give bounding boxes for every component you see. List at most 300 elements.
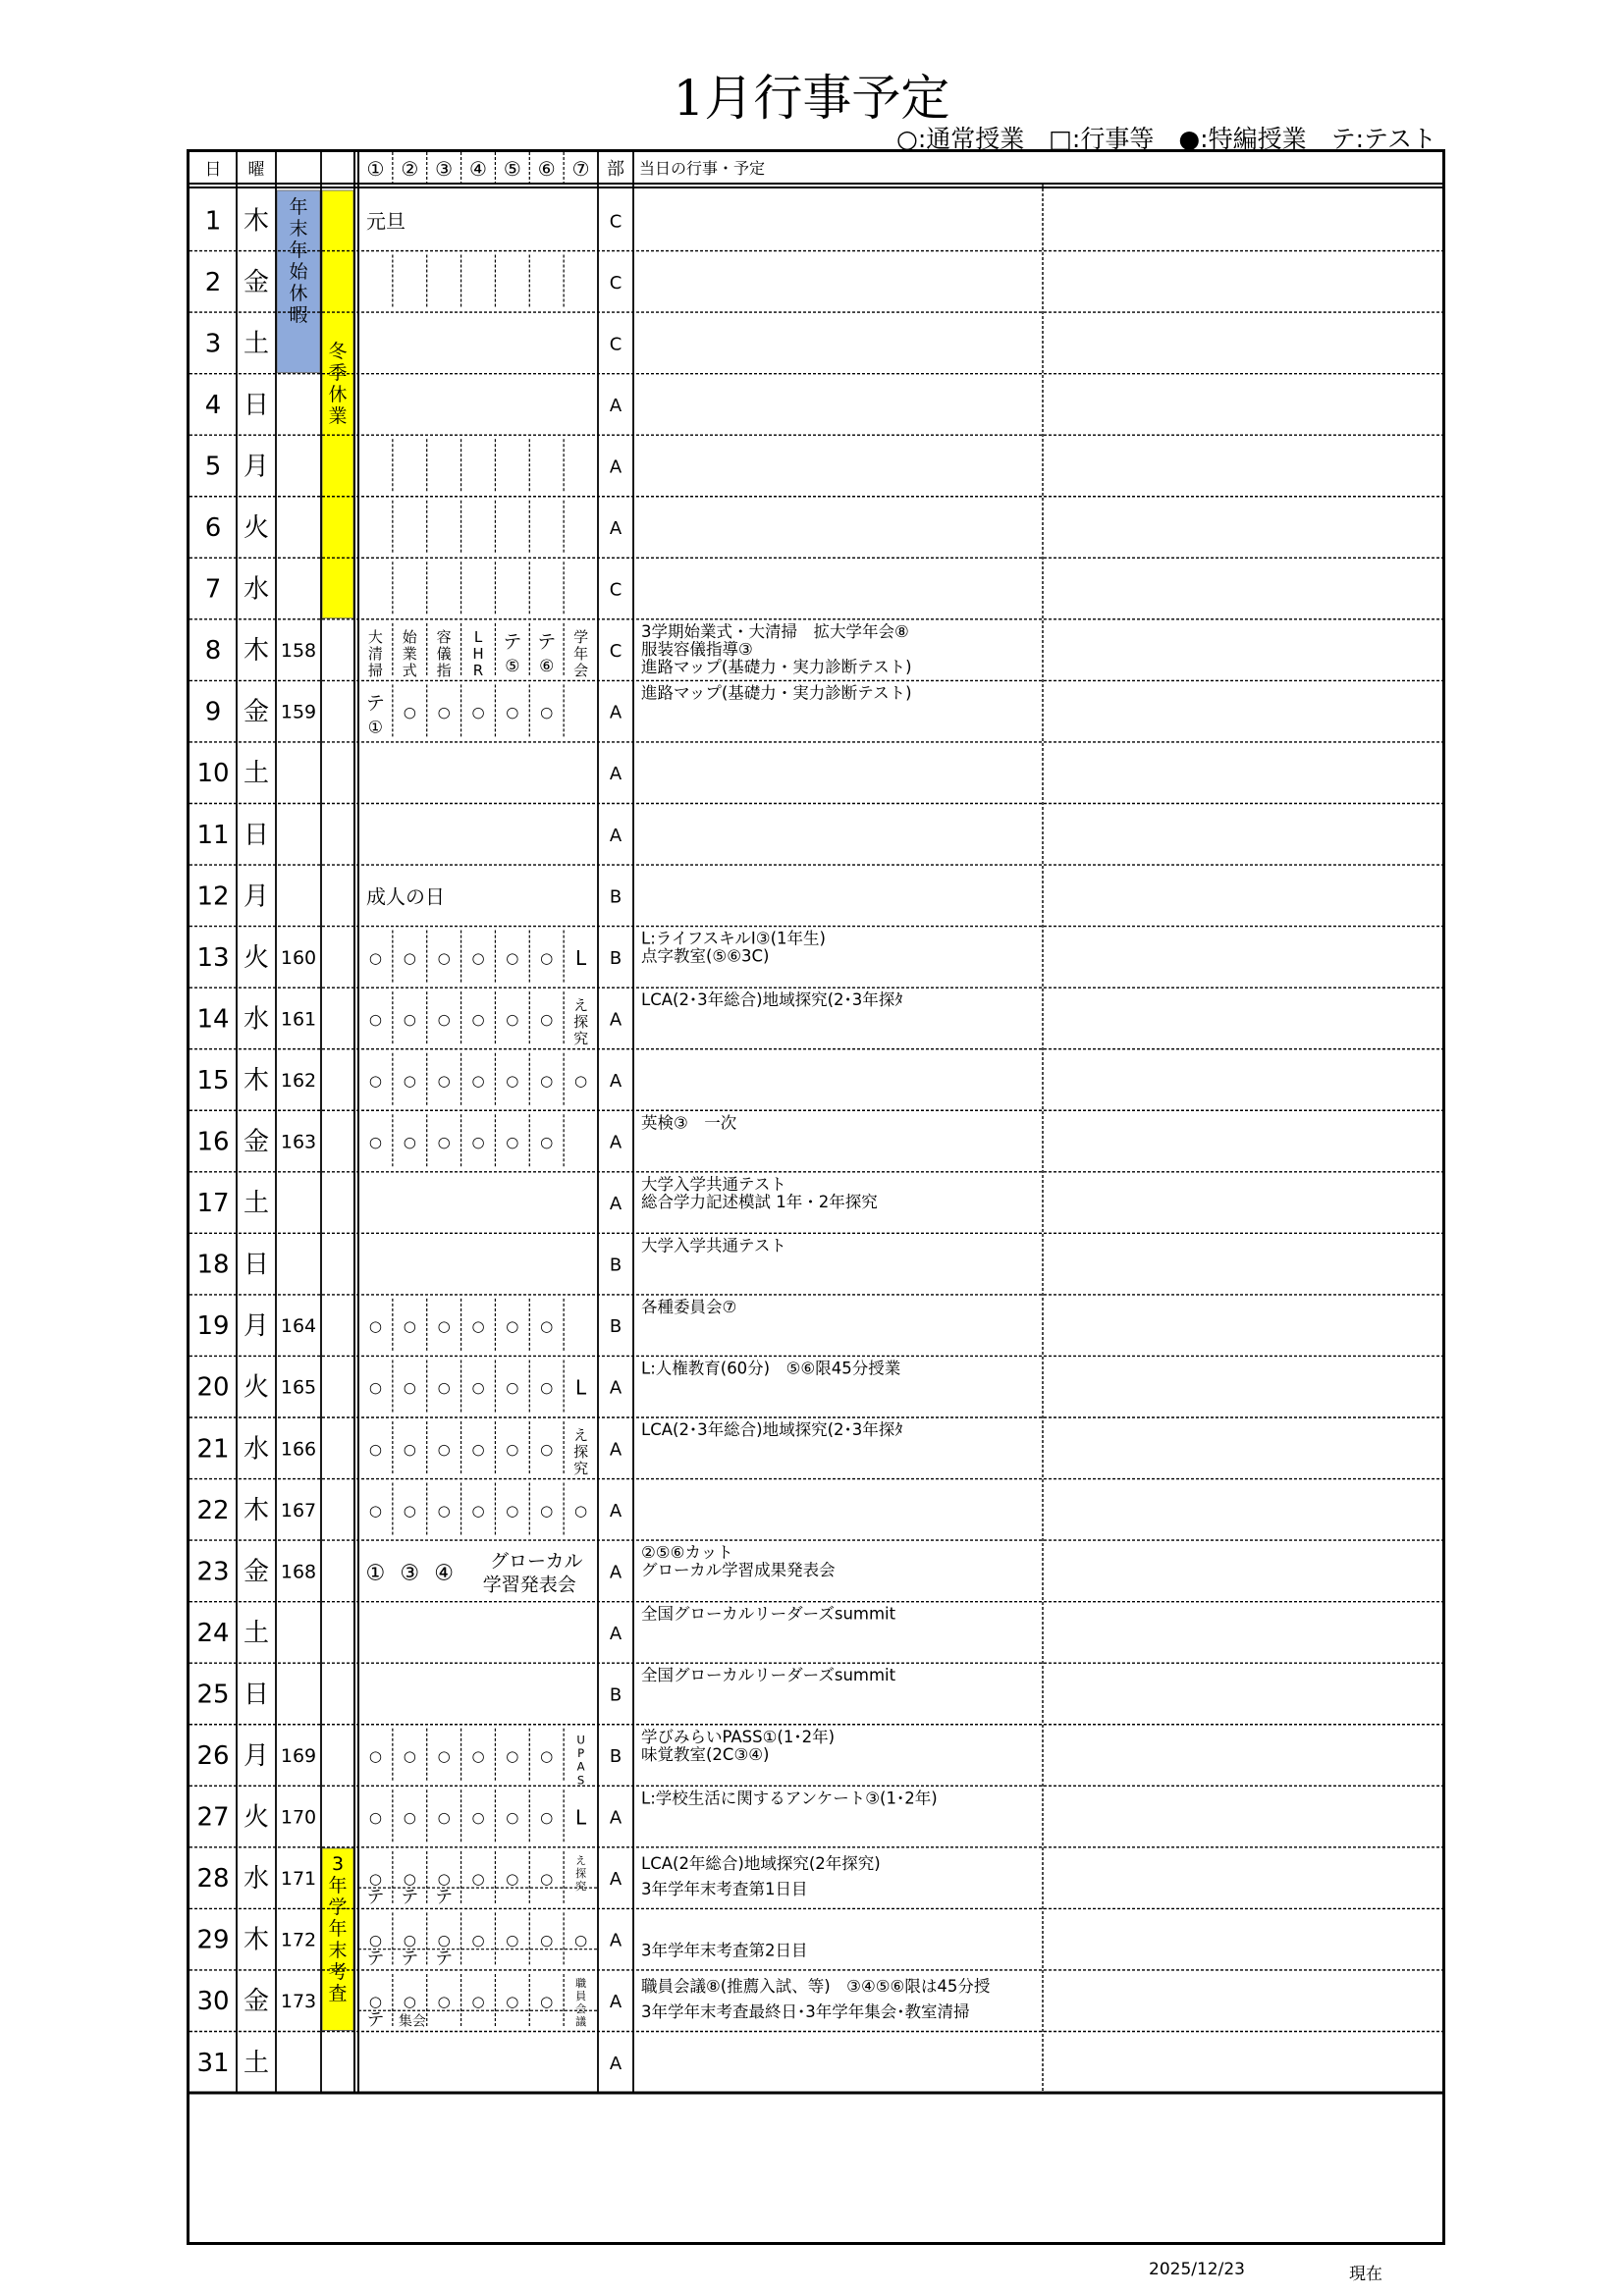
glocal-label: 学習発表会 [482,1574,576,1596]
class-count: 162 [280,1069,317,1092]
period-cell: P [577,1746,585,1761]
period-cell: ○ [403,1440,416,1459]
day-number: 9 [204,697,222,727]
period-cell: ○ [403,1501,416,1520]
day-number: 1 [204,206,222,237]
period-cell: ○ [540,1378,554,1397]
weekday: 木 [243,1065,270,1095]
club-cell: A [609,764,622,785]
day-number: 22 [196,1495,230,1525]
period-cell: 始 [402,627,417,646]
day-number: 30 [196,1987,230,2017]
club-cell: A [609,1807,622,1829]
period-cell: 究 [573,1030,589,1048]
header-events: 当日の行事・予定 [639,159,766,178]
band-toki-text: 季 [328,362,348,385]
period-cell: ○ [540,948,554,967]
period-cell: ○ [506,1378,519,1397]
band-toki-text: 業 [328,405,348,428]
period-cell: ○ [540,1501,554,1520]
class-count: 171 [280,1868,317,1891]
weekday: 土 [243,2048,270,2078]
club-cell: A [609,456,622,478]
club-cell: A [609,1623,622,1644]
period-cell: ○ [506,948,519,967]
event-text: 服装容儀指導③ [641,639,753,659]
class-count: 173 [280,1991,317,2013]
period-cell: え [573,1426,589,1444]
period-cell: ○ [368,1870,382,1889]
event-text: L:学校生活に関するアンケート③(1･2年) [641,1789,938,1808]
band-kimatsu-text: 3 [331,1853,345,1875]
period-cell: ① [367,718,384,738]
period-cell: ○ [506,1317,519,1336]
period-cell: え [575,1853,587,1867]
class-count: 166 [280,1438,317,1461]
weekday: 水 [243,574,270,605]
band-nenmatsu-text: 暇 [289,303,308,326]
period-cell: A [576,1759,585,1774]
holiday-label: 成人の日 [366,884,445,909]
class-count: 163 [280,1131,317,1153]
day-number: 2 [204,267,222,297]
band-toki-text: 冬 [328,341,348,363]
period-cell: ○ [506,1747,519,1766]
club-cell: A [609,1500,622,1522]
period-cell: ○ [540,1931,554,1949]
weekday: 日 [243,1250,270,1280]
club-cell: A [609,1869,622,1891]
period-cell: ○ [540,1808,554,1827]
period-cell: ○ [403,703,416,721]
period-cell: ○ [368,1501,382,1520]
period-cell: ○ [368,1071,382,1090]
header-day: 日 [204,160,222,180]
weekday: 水 [243,1434,270,1465]
class-count: 164 [280,1315,317,1338]
period-cell: 探 [573,1443,589,1461]
period-cell: ○ [574,1071,588,1090]
period-cell: ○ [403,948,416,967]
period-cell: 議 [575,2014,587,2028]
period-cell: L [574,945,587,970]
class-count: 167 [280,1499,317,1522]
period-cell: ○ [437,948,451,967]
day-number: 7 [204,574,222,605]
period-cell: 究 [573,1460,589,1477]
weekday: 火 [243,513,270,544]
club-cell: B [609,1255,622,1276]
event-text: 味覚教室(2C③④) [641,1744,770,1764]
band-kimatsu-text: 年 [328,1875,348,1896]
period-cell: ④ [434,1561,455,1586]
event-text: 英検③ 一次 [641,1113,737,1133]
club-cell: A [609,1439,622,1461]
period-cell: ○ [368,1317,382,1336]
weekday: 火 [243,942,270,973]
schedule-table [187,149,1445,2245]
weekday: 木 [243,206,270,237]
club-cell: A [609,518,622,540]
period-cell: ○ [471,1071,485,1090]
event-text: 点字教室(⑤⑥3C) [641,946,770,966]
event-text: 職員会議⑧(推薦入試、等) ③④⑤⑥限は45分授 [641,1976,991,1996]
period-cell: ○ [437,1501,451,1520]
weekday: 金 [243,1987,270,2017]
club-cell: A [609,1132,622,1153]
weekday: 土 [243,329,270,359]
period-cell: ○ [368,1808,382,1827]
event-text: LCA(2･3年総合)地域探究(2･3年探ﾀ [641,1420,903,1439]
period-cell: ○ [437,1747,451,1766]
period-cell: ○ [368,1378,382,1397]
period-cell: ○ [368,1931,382,1949]
period-cell: ○ [437,703,451,721]
period-cell: ○ [540,1010,554,1029]
period-cell: ○ [471,1931,485,1949]
period-cell: テ [503,631,522,654]
event-text: 全国グローカルリーダーズsummit [641,1666,896,1685]
club-cell: A [609,1070,622,1092]
period-cell: ○ [506,1071,519,1090]
day-number: 11 [196,820,230,850]
period-cell: ○ [506,1133,519,1151]
period-cell: 会 [575,2002,587,2015]
event-text: 全国グローカルリーダーズsummit [641,1604,896,1624]
weekday: 木 [243,636,270,667]
weekday: 日 [243,390,270,420]
event-text: LCA(2･3年総合)地域探究(2･3年探ﾀ [641,990,903,1010]
event-text: 学びみらいPASS①(1･2年) [641,1727,836,1746]
period-cell: ○ [368,1010,382,1029]
period-cell: ○ [403,1993,416,2011]
schedule-grid [189,152,1448,2248]
period-cell: ○ [403,1808,416,1827]
day-number: 12 [196,881,230,912]
period-cell: 指 [436,661,452,679]
day-number: 31 [196,2048,230,2078]
day-number: 13 [196,942,230,973]
period-cell: ○ [368,1133,382,1151]
period-cell: ○ [540,1440,554,1459]
day-number: 3 [204,329,222,359]
period-cell: ○ [540,1071,554,1090]
legend: ○:通常授業 □:行事等 ●:特編授業 テ:テスト [896,125,1436,153]
class-count: 165 [280,1376,317,1399]
period-cell: ○ [540,1993,554,2011]
period-cell: ○ [437,1931,451,1949]
day-number: 8 [204,636,222,667]
event-text: L:人権教育(60分) ⑤⑥限45分授業 [641,1359,901,1378]
band-nenmatsu-text: 休 [289,282,308,304]
event-text: 各種委員会⑦ [641,1297,737,1316]
header-period: ⑥ [537,157,556,181]
day-number: 28 [196,1864,230,1895]
page-title: 1月行事予定 [673,70,950,127]
period-cell: ○ [506,1010,519,1029]
weekday: 月 [243,1311,270,1342]
period-cell: ○ [437,1870,451,1889]
weekday: 金 [243,1557,270,1587]
weekday: 日 [243,1680,270,1710]
period-cell: ○ [506,1808,519,1827]
day-number: 15 [196,1065,230,1095]
weekday: 水 [243,1864,270,1895]
weekday: 月 [243,881,270,912]
club-cell: B [609,886,622,908]
club-cell: A [609,1930,622,1951]
footer-now: 現在 [1349,2265,1382,2284]
period-cell: ① [365,1561,386,1586]
period-cell: テ [366,1887,385,1908]
period-cell: ○ [437,1378,451,1397]
period-cell: 探 [573,1013,589,1032]
club-cell: B [609,1684,622,1706]
day-number: 27 [196,1802,230,1833]
day-number: 16 [196,1127,230,1157]
event-text: 3年学年末考査最終日･3年学年集会･教室清掃 [641,2002,970,2022]
day-number: 24 [196,1618,230,1648]
period-cell: ○ [437,1133,451,1151]
class-count: 168 [280,1561,317,1583]
band-nenmatsu-text: 年 [289,239,308,261]
weekday: 月 [243,452,270,482]
period-cell: 探 [575,1866,587,1880]
period-cell: テ [366,2009,385,2031]
header-period: ⑤ [503,157,521,181]
club-cell: A [609,1009,622,1031]
band-kimatsu-text: 末 [328,1940,348,1961]
period-cell: え [573,996,589,1015]
period-cell: 容 [436,627,452,646]
event-text: 大学入学共通テスト [641,1174,786,1194]
header-club: 部 [607,159,624,180]
day-number: 6 [204,513,222,544]
period-cell: テ [537,631,557,654]
period-cell: テ [435,1948,454,1969]
event-text: 総合学力記述模試 1年・2年探究 [641,1192,878,1211]
holiday-label: 元旦 [366,209,406,234]
day-number: 23 [196,1557,230,1587]
header-period: ① [366,157,385,181]
period-cell: 業 [402,644,417,663]
period-cell: 清 [367,644,383,663]
day-number: 4 [204,390,222,420]
period-cell: ○ [437,1808,451,1827]
day-number: 26 [196,1741,230,1772]
period-cell: L [473,627,483,646]
period-cell: ○ [368,948,382,967]
event-text: ②⑤⑥カット [641,1543,733,1563]
period-cell: 学 [573,627,589,646]
club-cell: C [609,272,622,294]
band-toki-text: 休 [328,384,348,406]
period-cell: 大 [367,627,383,646]
band-nenmatsu-text: 末 [289,217,308,240]
day-number: 20 [196,1372,230,1403]
weekday: 土 [243,759,270,789]
period-cell: ○ [471,1747,485,1766]
period-cell: ○ [506,703,519,721]
band-nenmatsu-text: 年 [289,195,308,218]
period-cell: ○ [368,1440,382,1459]
club-cell: A [609,825,622,846]
club-cell: A [609,395,622,416]
class-count: 160 [280,946,317,969]
event-text: 大学入学共通テスト [641,1236,786,1255]
period-cell: ○ [506,1931,519,1949]
club-cell: A [609,1992,622,2013]
period-cell: R [472,661,484,679]
band-kimatsu-text: 年 [328,1918,348,1940]
header-period: ③ [435,157,454,181]
period-cell: ○ [403,1870,416,1889]
club-cell: A [609,1194,622,1215]
day-number: 14 [196,1004,230,1035]
period-cell: 集会 [398,2013,426,2030]
period-cell: L [574,1805,587,1830]
period-cell: 式 [402,661,417,679]
footer-date: 2025/12/23 [1149,2260,1245,2279]
period-cell: ○ [403,1378,416,1397]
weekday: 金 [243,267,270,297]
club-cell: A [609,2053,622,2074]
period-cell: ○ [540,1747,554,1766]
period-cell: ○ [471,1378,485,1397]
period-cell: 員 [575,1989,587,2002]
club-cell: B [609,947,622,969]
period-cell: ③ [400,1561,420,1586]
period-cell: ○ [471,1010,485,1029]
weekday: 金 [243,1127,270,1157]
class-count: 159 [280,701,317,723]
period-cell: ○ [540,703,554,721]
club-cell: B [609,1316,622,1338]
period-cell: ○ [437,1071,451,1090]
period-cell: 職 [575,1976,587,1990]
period-cell: H [472,644,484,663]
class-count: 170 [280,1806,317,1829]
day-number: 17 [196,1189,230,1219]
period-cell: ○ [471,1317,485,1336]
period-cell: ○ [437,1993,451,2011]
period-cell: ○ [471,948,485,967]
club-cell: B [609,1746,622,1768]
period-cell: ○ [506,1870,519,1889]
weekday: 木 [243,1495,270,1525]
period-cell: 掃 [367,661,383,679]
period-cell: テ [401,1948,419,1969]
glocal-label: グローカル [489,1550,583,1573]
period-cell: ○ [403,1133,416,1151]
period-cell: テ [435,1887,454,1908]
period-cell: U [576,1733,585,1747]
period-cell: ⑤ [505,657,520,677]
club-cell: A [609,1562,622,1583]
period-cell: ○ [540,1317,554,1336]
period-cell: ○ [540,1870,554,1889]
band-kimatsu-text: 査 [328,1983,348,2004]
class-count: 169 [280,1745,317,1768]
period-cell: L [574,1375,587,1400]
period-cell: ○ [403,1747,416,1766]
period-cell: ○ [471,703,485,721]
period-cell: ○ [506,1440,519,1459]
period-cell: ○ [471,1440,485,1459]
day-number: 18 [196,1250,230,1280]
class-count: 161 [280,1008,317,1031]
period-cell: ○ [506,1501,519,1520]
day-number: 19 [196,1311,230,1342]
club-cell: A [609,702,622,723]
weekday: 金 [243,697,270,727]
period-cell: 会 [573,661,589,679]
class-count: 158 [280,640,317,663]
weekday: 火 [243,1372,270,1403]
weekday: 火 [243,1802,270,1833]
club-cell: A [609,1377,622,1399]
period-cell: ○ [471,1133,485,1151]
event-text: 3学期始業式・大清掃 拡大学年会⑧ [641,621,909,641]
weekday: 日 [243,820,270,850]
header-period: ④ [469,157,487,181]
period-cell: 儀 [436,644,452,663]
event-text: 3年学年末考査第2日目 [641,1941,808,1960]
period-cell: ○ [437,1317,451,1336]
period-cell: ○ [403,1931,416,1949]
period-cell: 究 [575,1879,587,1893]
period-cell: ○ [471,1993,485,2011]
period-cell: ○ [506,1993,519,2011]
club-cell: C [609,579,622,601]
period-cell: ○ [437,1010,451,1029]
weekday: 土 [243,1618,270,1648]
club-cell: C [609,641,622,663]
period-cell: ○ [403,1010,416,1029]
event-text: グローカル学習成果発表会 [641,1561,836,1580]
period-cell: ○ [471,1501,485,1520]
period-cell: ○ [437,1440,451,1459]
day-number: 25 [196,1680,230,1710]
period-cell: 年 [573,644,589,663]
period-cell: ○ [574,1501,588,1520]
event-text: 進路マップ(基礎力・実力診断テスト) [641,657,912,676]
period-cell: ○ [540,1133,554,1151]
header-period: ⑦ [571,157,590,181]
period-cell: S [576,1773,585,1788]
period-cell: ○ [403,1317,416,1336]
period-cell: ○ [574,1931,588,1949]
weekday: 水 [243,1004,270,1035]
period-cell: ○ [471,1870,485,1889]
weekday: 月 [243,1741,270,1772]
period-cell: ○ [471,1808,485,1827]
day-number: 29 [196,1925,230,1955]
period-cell: ⑥ [539,657,555,677]
day-number: 10 [196,759,230,789]
event-text: L:ライフスキルⅠ③(1年生) [641,929,826,948]
day-number: 5 [204,452,222,482]
period-cell: テ [365,692,385,715]
period-cell: テ [401,1887,419,1908]
period-cell: テ [366,1948,385,1969]
band-kimatsu-text: 考 [328,1961,348,1983]
period-cell: ○ [403,1071,416,1090]
club-cell: C [609,211,622,233]
event-text: 3年学年末考査第1日目 [641,1879,808,1898]
header-period: ② [401,157,419,181]
band-nenmatsu-text: 始 [289,260,308,283]
